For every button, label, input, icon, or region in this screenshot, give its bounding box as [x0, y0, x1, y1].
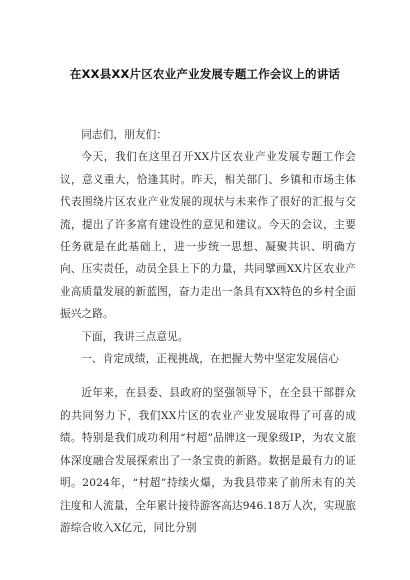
body-paragraph: 今天，我们在这里召开XX片区农业产业发展专题工作会议，意义重大，恰逢其时。昨天，相关部门、乡镇和市场主体代表围绕片区农业产业发展的现状与未来作了很好的汇报与交流，提出了许多富有建设性的意见和建议。今天的会议，主要任务就是在此基础上，进一步统一思想、凝聚共识、明确方向、压实责任，动员全县上下的力量，共同擘画XX片区农业产业高质量发展的新蓝图，奋力走出一条具有XX特色的乡村全面振兴之路。	[60, 151, 356, 321]
section-heading: 一、肯定成绩，正视挑战，在把握大势中坚定发展信心	[81, 353, 340, 366]
document-body	[60, 124, 356, 539]
salutation-paragraph: 同志们，朋友们：	[81, 129, 168, 141]
body-paragraph: 近年来，在县委、县政府的坚强领导下，在全县干部群众的共同努力下，我们XX片区的农业产业发展取得了可喜的成绩。特别是我们成功利用“村超”品牌这一现象级IP，为农文旅体深度融合发展探索出了一条宝贵的新路。数据是最有力的证明。2024年，“村超”持续火爆，为我县带来了前所未有的关注度和人流量，全年累计接待游客高达946.18万人次，实现旅游综合收入X亿元，同比分别	[60, 387, 356, 534]
body-paragraph: 下面，我讲三点意见。	[81, 330, 189, 343]
document-title: 在XX县XX片区农业产业发展专题工作会议上的讲话	[69, 67, 341, 81]
